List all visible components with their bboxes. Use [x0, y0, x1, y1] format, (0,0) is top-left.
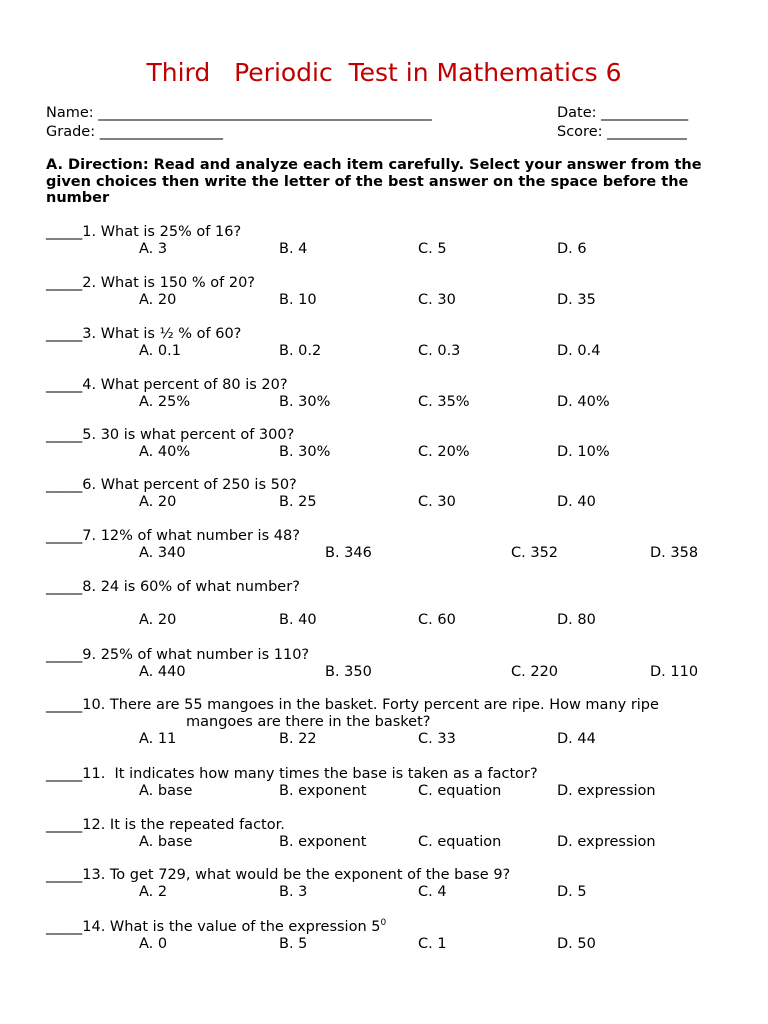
q1-option-a: A. 3: [139, 241, 168, 257]
q5-option-d: D. 10%: [557, 444, 610, 460]
q8-option-b: B. 40: [279, 612, 317, 628]
q5-option-b: B. 30%: [279, 444, 331, 460]
q2-option-c: C. 30: [418, 292, 456, 308]
q4-option-b: B. 30%: [279, 394, 331, 410]
score-field-label: Score: ___________: [557, 124, 687, 140]
grade-field-label: Grade: _________________: [46, 124, 223, 140]
q8-option-a: A. 20: [139, 612, 177, 628]
q12-option-b: B. exponent: [279, 834, 367, 850]
question-11: _____11. It indicates how many times the base is taken as a factor?: [46, 766, 538, 782]
question-5: _____5. 30 is what percent of 300?: [46, 427, 295, 443]
q7-option-c: C. 352: [511, 545, 559, 561]
q1-option-b: B. 4: [279, 241, 308, 257]
q2-option-d: D. 35: [557, 292, 596, 308]
q7-option-b: B. 346: [325, 545, 372, 561]
q8-option-d: D. 80: [557, 612, 596, 628]
q13-option-b: B. 3: [279, 884, 308, 900]
q2-option-a: A. 20: [139, 292, 177, 308]
q13-option-c: C. 4: [418, 884, 447, 900]
q1-option-c: C. 5: [418, 241, 447, 257]
q3-option-c: C. 0.3: [418, 343, 461, 359]
q9-option-c: C. 220: [511, 664, 559, 680]
q13-option-a: A. 2: [139, 884, 168, 900]
q3-option-a: A. 0.1: [139, 343, 181, 359]
q11-option-b: B. exponent: [279, 783, 367, 799]
question-14-text: _____14. What is the value of the expression 5: [46, 919, 381, 935]
q11-option-d: D. expression: [557, 783, 656, 799]
q4-option-a: A. 25%: [139, 394, 191, 410]
question-7: _____7. 12% of what number is 48?: [46, 528, 300, 544]
q12-option-c: C. equation: [418, 834, 502, 850]
q11-option-a: A. base: [139, 783, 193, 799]
q12-option-a: A. base: [139, 834, 193, 850]
question-14: [46, 918, 386, 935]
q14-option-c: C. 1: [418, 936, 447, 952]
q13-option-d: D. 5: [557, 884, 587, 900]
question-6: _____6. What percent of 250 is 50?: [46, 477, 297, 493]
question-9: _____9. 25% of what number is 110?: [46, 647, 310, 663]
q7-option-a: A. 340: [139, 545, 186, 561]
q9-option-d: D. 110: [650, 664, 699, 680]
q9-option-a: A. 440: [139, 664, 186, 680]
q2-option-b: B. 10: [279, 292, 317, 308]
direction-text: A. Direction: Read and analyze each item carefully. Select your answer from the given choices then write the letter of the best answer on the space before the number: [46, 157, 702, 206]
q12-option-d: D. expression: [557, 834, 656, 850]
question-3: _____3. What is ½ % of 60?: [46, 326, 242, 342]
q14-option-b: B. 5: [279, 936, 308, 952]
q1-option-d: D. 6: [557, 241, 587, 257]
q3-option-b: B. 0.2: [279, 343, 322, 359]
question-4: _____4. What percent of 80 is 20?: [46, 377, 288, 393]
q6-option-b: B. 25: [279, 494, 317, 510]
question-8: _____8. 24 is 60% of what number?: [46, 579, 300, 595]
q6-option-a: A. 20: [139, 494, 177, 510]
question-10: _____10. There are 55 mangoes in the basket. Forty percent are ripe. How many ripe: [46, 697, 659, 713]
q14-option-a: A. 0: [139, 936, 168, 952]
question-13: _____13. To get 729, what would be the exponent of the base 9?: [46, 867, 511, 883]
q5-option-c: C. 20%: [418, 444, 470, 460]
q4-option-c: C. 35%: [418, 394, 470, 410]
name-field-label: Name: ______________________________________________: [46, 105, 432, 121]
question-1: _____1. What is 25% of 16?: [46, 224, 242, 240]
q11-option-c: C. equation: [418, 783, 502, 799]
q10-option-c: C. 33: [418, 731, 456, 747]
q10-option-a: A. 11: [139, 731, 177, 747]
q4-option-d: D. 40%: [557, 394, 610, 410]
question-10-continuation: mangoes are there in the basket?: [186, 714, 431, 730]
date-field-label: Date: ____________: [557, 105, 689, 121]
question-14-exponent: 0: [380, 918, 387, 928]
q6-option-c: C. 30: [418, 494, 456, 510]
q5-option-a: A. 40%: [139, 444, 191, 460]
q10-option-b: B. 22: [279, 731, 317, 747]
q6-option-d: D. 40: [557, 494, 596, 510]
q3-option-d: D. 0.4: [557, 343, 601, 359]
q14-option-d: D. 50: [557, 936, 596, 952]
q8-option-c: C. 60: [418, 612, 456, 628]
q7-option-d: D. 358: [650, 545, 699, 561]
question-12: _____12. It is the repeated factor.: [46, 817, 285, 833]
q10-option-d: D. 44: [557, 731, 596, 747]
question-2: _____2. What is 150 % of 20?: [46, 275, 255, 291]
q9-option-b: B. 350: [325, 664, 372, 680]
page-title: Third Periodic Test in Mathematics 6: [146, 58, 622, 87]
